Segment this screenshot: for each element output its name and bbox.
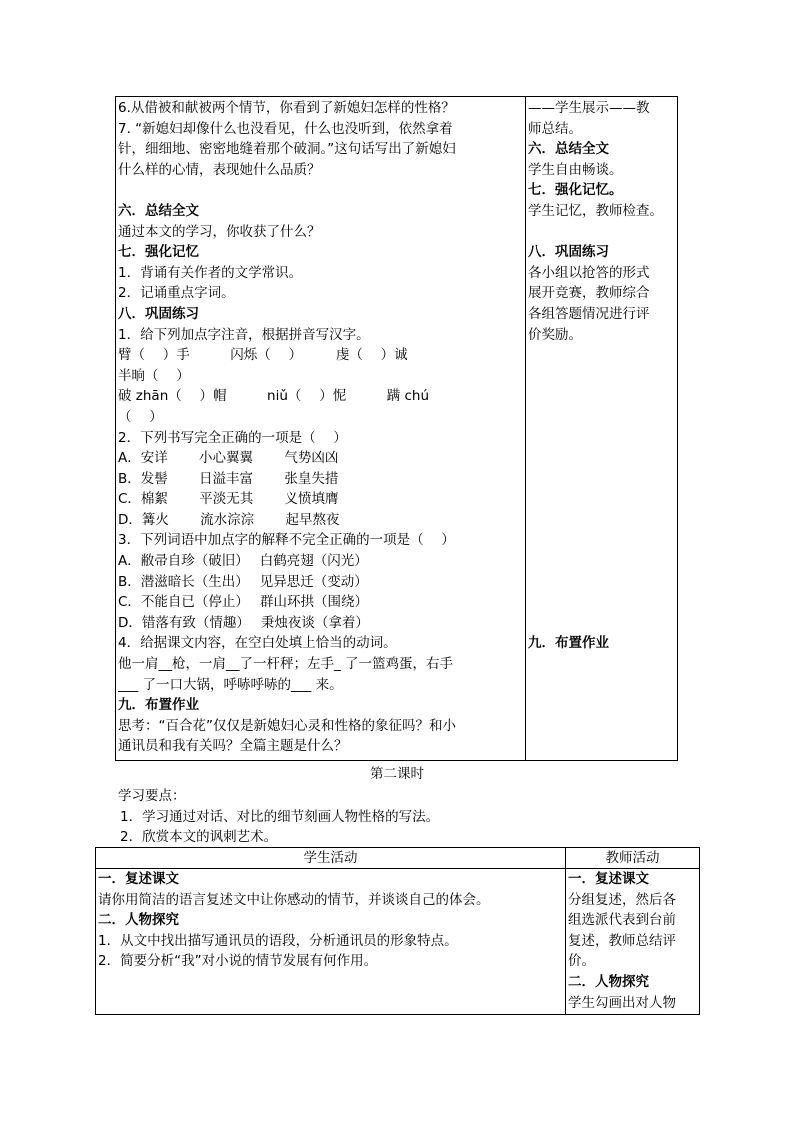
text-line: 各组答题情况进行评 — [528, 305, 650, 322]
text-line: A．安详 小心翼翼 气势凶凶 — [118, 450, 339, 467]
text-line: 针，细细地、密密地缝着那个破洞。”这句话写出了新媳妇 — [118, 141, 456, 158]
key-points — [118, 786, 439, 848]
table-header-row — [96, 848, 699, 869]
lesson-table-2 — [95, 847, 700, 1015]
text-line: 什么样的心情，表现她什么品质？ — [118, 161, 321, 178]
text-line — [528, 428, 675, 449]
text-line: 2．下列书写完全正确的一项是（ ） — [118, 429, 347, 446]
text-line: 思考：“百合花”仅仅是新媳妇心灵和性格的象征吗？和小 — [118, 717, 456, 734]
text-line: 学生勾画出对人物 — [568, 994, 676, 1011]
text-line: 3．下列词语中加点字的解释不完全正确的一项是（ ） — [118, 532, 455, 549]
section-heading: 一．复述课文 — [98, 871, 179, 887]
text-line: 半晌（ ） — [118, 367, 190, 384]
text-line: 展开竞赛，教师综合 — [528, 285, 650, 302]
text-line: 请你用简洁的语言复述文中让你感动的情节，并谈谈自己的体会。 — [98, 891, 490, 908]
text-line — [528, 551, 675, 572]
text-line: ___ 了一口大锅，呼哧呼哧的___ 来。 — [118, 676, 343, 693]
text-line — [528, 345, 675, 366]
header-student-activity: 学生活动 — [96, 848, 566, 868]
text-line — [528, 592, 675, 613]
text-line: 2．简要分析“我”对小说的情节发展有何作用。 — [98, 953, 378, 970]
text-line: 破 zhān（ ）帽 niǔ（ ）怩 蹒 chú — [118, 388, 430, 405]
text-line — [528, 448, 675, 469]
text-line: ——学生展示——教 — [528, 100, 650, 116]
teacher-activity-column — [526, 97, 677, 760]
text-line: 6.从借被和献被两个情节，你看到了新媳妇怎样的性格？ — [118, 100, 455, 116]
text-line: D．错落有致（情趣） 秉烛夜谈（拿着） — [118, 614, 369, 631]
text-line: 组选派代表到台前 — [568, 912, 676, 929]
text-line: 1．给下列加点字注音，根据拼音写汉字。 — [118, 326, 370, 343]
text-line: 师总结。 — [528, 120, 582, 137]
text-line: C．不能自已（停止） 群山环拱（围绕） — [118, 594, 368, 611]
text-line: B．发髻 日溢丰富 张皇失措 — [118, 470, 339, 487]
text-line: 学生自由畅谈。 — [528, 161, 623, 178]
text-line — [528, 530, 675, 551]
key-point-item: 2．欣赏本文的讽刺艺术。 — [120, 829, 278, 845]
second-period-caption: 第二课时 — [370, 766, 424, 782]
text-line: D．篝火 流水淙淙 起早熬夜 — [118, 511, 340, 528]
text-line: 通讯员和我有关吗？全篇主题是什么？ — [118, 738, 348, 755]
text-line: 7. “新媳妇却像什么也没看见，什么也没听到，依然拿着 — [118, 120, 453, 137]
text-line: B．潜滋暗长（生出） 见异思迁（变动） — [118, 573, 368, 590]
section-heading: 九．布置作业 — [528, 635, 609, 652]
text-line: 分组复述，然后各 — [568, 891, 676, 908]
text-line — [528, 489, 675, 510]
section-heading: 七．强化记忆。 — [528, 182, 623, 199]
key-points-title: 学习要点： — [118, 788, 186, 804]
text-line: 通过本文的学习，你收获了什么？ — [118, 223, 321, 240]
text-line: （ ） — [118, 408, 163, 425]
text-line — [528, 613, 675, 634]
text-line: 价。 — [568, 953, 595, 970]
section-heading: 九．布置作业 — [118, 697, 199, 714]
section-heading: 一．复述课文 — [568, 871, 649, 887]
section-heading: 八．巩固练习 — [528, 244, 609, 261]
teacher-activity-cell — [566, 869, 699, 1015]
text-line — [118, 180, 523, 201]
text-line: 他一肩__枪，一肩__了一杆秤；左手_ 了一篮鸡蛋，右手 — [118, 656, 454, 673]
text-line — [528, 469, 675, 490]
text-line: 4．给据课文内容，在空白处填上恰当的动词。 — [118, 635, 397, 652]
text-line: 各小组以抢答的形式 — [528, 264, 650, 281]
text-line: C．棉絮 平淡无其 义愤填膺 — [118, 491, 339, 508]
text-line — [528, 366, 675, 387]
section-heading: 七．强化记忆 — [118, 244, 199, 261]
text-line: 2．记诵重点字词。 — [118, 285, 235, 302]
text-line: 1．背诵有关作者的文学常识。 — [118, 264, 303, 281]
lesson-table-1 — [115, 96, 678, 761]
section-heading: 六．总结全文 — [528, 141, 609, 158]
header-teacher-activity: 教师活动 — [605, 850, 660, 866]
student-activity-column — [116, 97, 526, 760]
section-heading: 六．总结全文 — [118, 202, 199, 219]
text-line: 1．从文中找出描写通讯员的语段，分析通讯员的形象特点。 — [98, 932, 458, 949]
text-line: 学生记忆，教师检查。 — [528, 202, 663, 219]
section-heading: 二．人物探究 — [568, 973, 649, 990]
student-activity-cell — [96, 869, 566, 1015]
text-line — [528, 510, 675, 531]
text-line — [528, 572, 675, 593]
section-heading: 八．巩固练习 — [118, 305, 199, 322]
text-line: 价奖励。 — [528, 326, 582, 343]
text-line: A．敝帚自珍（破旧） 白鹤亮翅（闪光） — [118, 553, 368, 570]
section-heading: 二．人物探究 — [98, 912, 179, 929]
text-line — [528, 407, 675, 428]
text-line — [528, 222, 675, 243]
text-line: 复述，教师总结评 — [568, 932, 676, 949]
text-line — [528, 386, 675, 407]
key-point-item: 1．学习通过对话、对比的细节刻画人物性格的写法。 — [120, 808, 440, 825]
text-line: 臂（ ）手 闪烁（ ） 虔（ ）诚 — [118, 347, 408, 364]
